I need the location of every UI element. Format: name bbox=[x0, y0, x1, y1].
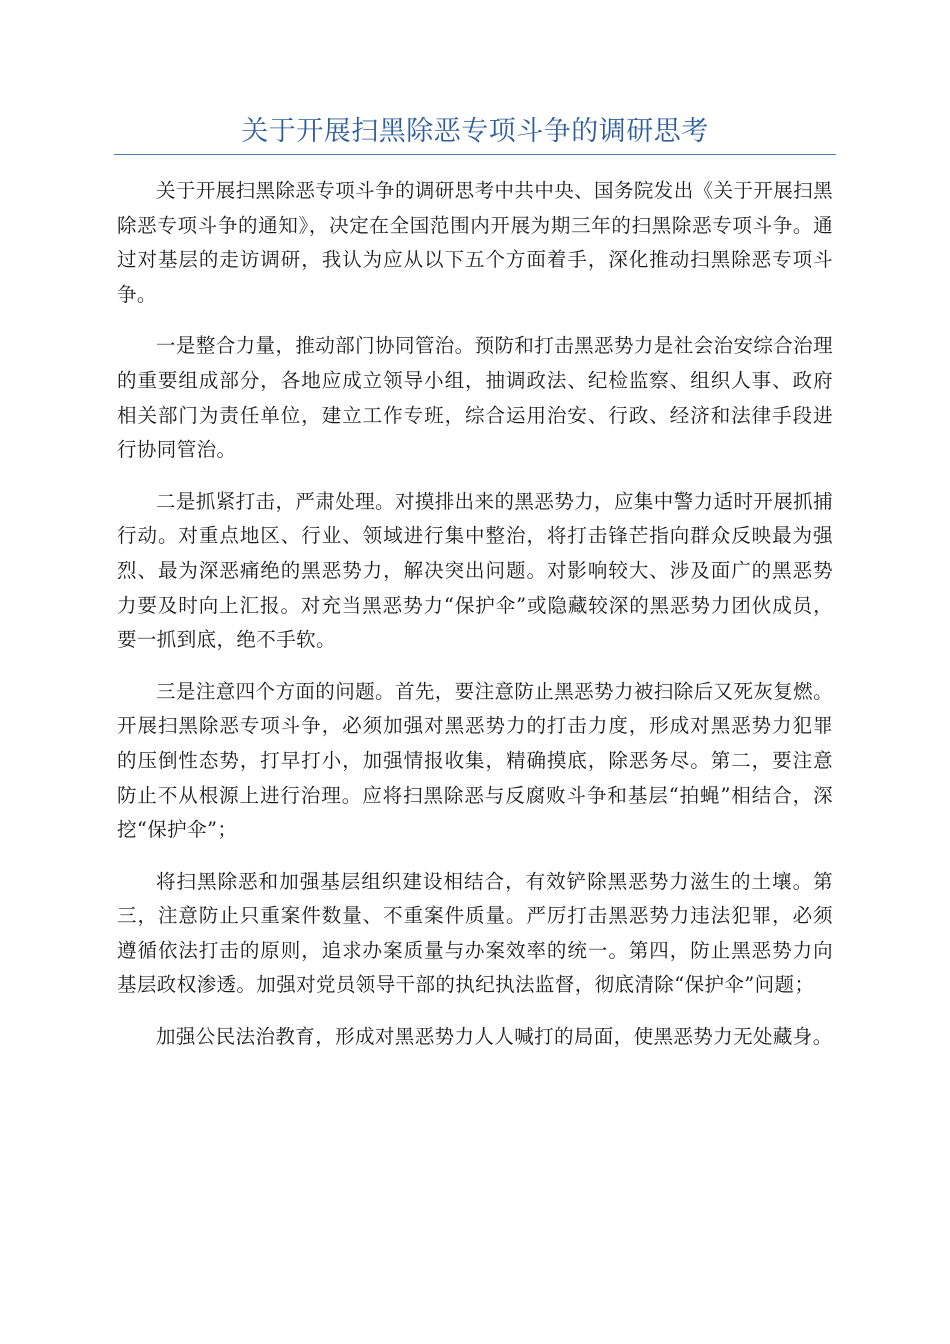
paragraph-point-one: 一是整合力量，推动部门协同管治。预防和打击黑恶势力是社会治安综合治理的重要组成部分，各地应成立领导小组，抽调政法、纪检监察、组织人事、政府相关部门为责任单位，建立工作专班，综合运用治安、行政、经济和法律手段进行协同管治。 bbox=[117, 334, 833, 462]
paragraph-conclusion: 加强公民法治教育，形成对黑恶势力人人喊打的局面，使黑恶势力无处藏身。 bbox=[156, 1025, 833, 1049]
page-title: 关于开展扫黑除恶专项斗争的调研思考 bbox=[241, 116, 709, 147]
paragraph-point-three: 三是注意四个方面的问题。首先，要注意防止黑恶势力被扫除后又死灰复燃。开展扫黑除恶专项斗争，必须加强对黑恶势力的打击力度，形成对黑恶势力犯罪的压倒性态势，打早打小，加强情报收集，精确摸底，除恶务尽。第二，要注意防止不从根源上进行治理。应将扫黑除恶与反腐败斗争和基层“拍蝇”相结合，深挖“保护伞”； bbox=[117, 679, 833, 842]
paragraph-point-two: 二是抓紧打击，严肃处理。对摸排出来的黑恶势力，应集中警力适时开展抓捕行动。对重点地区、行业、领域进行集中整治，将打击锋芒指向群众反映最为强烈、最为深恶痛绝的黑恶势力，解决突出问题。对影响较大、涉及面广的黑恶势力要及时向上汇报。对充当黑恶势力“保护伞”或隐藏较深的黑恶势力团伙成员，要一抓到底，绝不手软。 bbox=[117, 489, 833, 652]
paragraph-intro: 关于开展扫黑除恶专项斗争的调研思考中共中央、国务院发出《关于开展扫黑除恶专项斗争的通知》，决定在全国范围内开展为期三年的扫黑除恶专项斗争。通过对基层的走访调研，我认为应从以下五个方面着手，深化推动扫黑除恶专项斗争。 bbox=[117, 179, 833, 306]
title-underline bbox=[114, 154, 836, 155]
paragraph-point-three-continued: 将扫黑除恶和加强基层组织建设相结合，有效铲除黑恶势力滋生的土壤。第三，注意防止只重案件数量、不重案件质量。严厉打击黑恶势力违法犯罪，必须遵循依法打击的原则，追求办案质量与办案效率的统一。第四，防止黑恶势力向基层政权渗透。加强对党员领导干部的执纪执法监督，彻底清除“保护伞”问题； bbox=[117, 869, 833, 997]
document-body bbox=[117, 174, 833, 1072]
